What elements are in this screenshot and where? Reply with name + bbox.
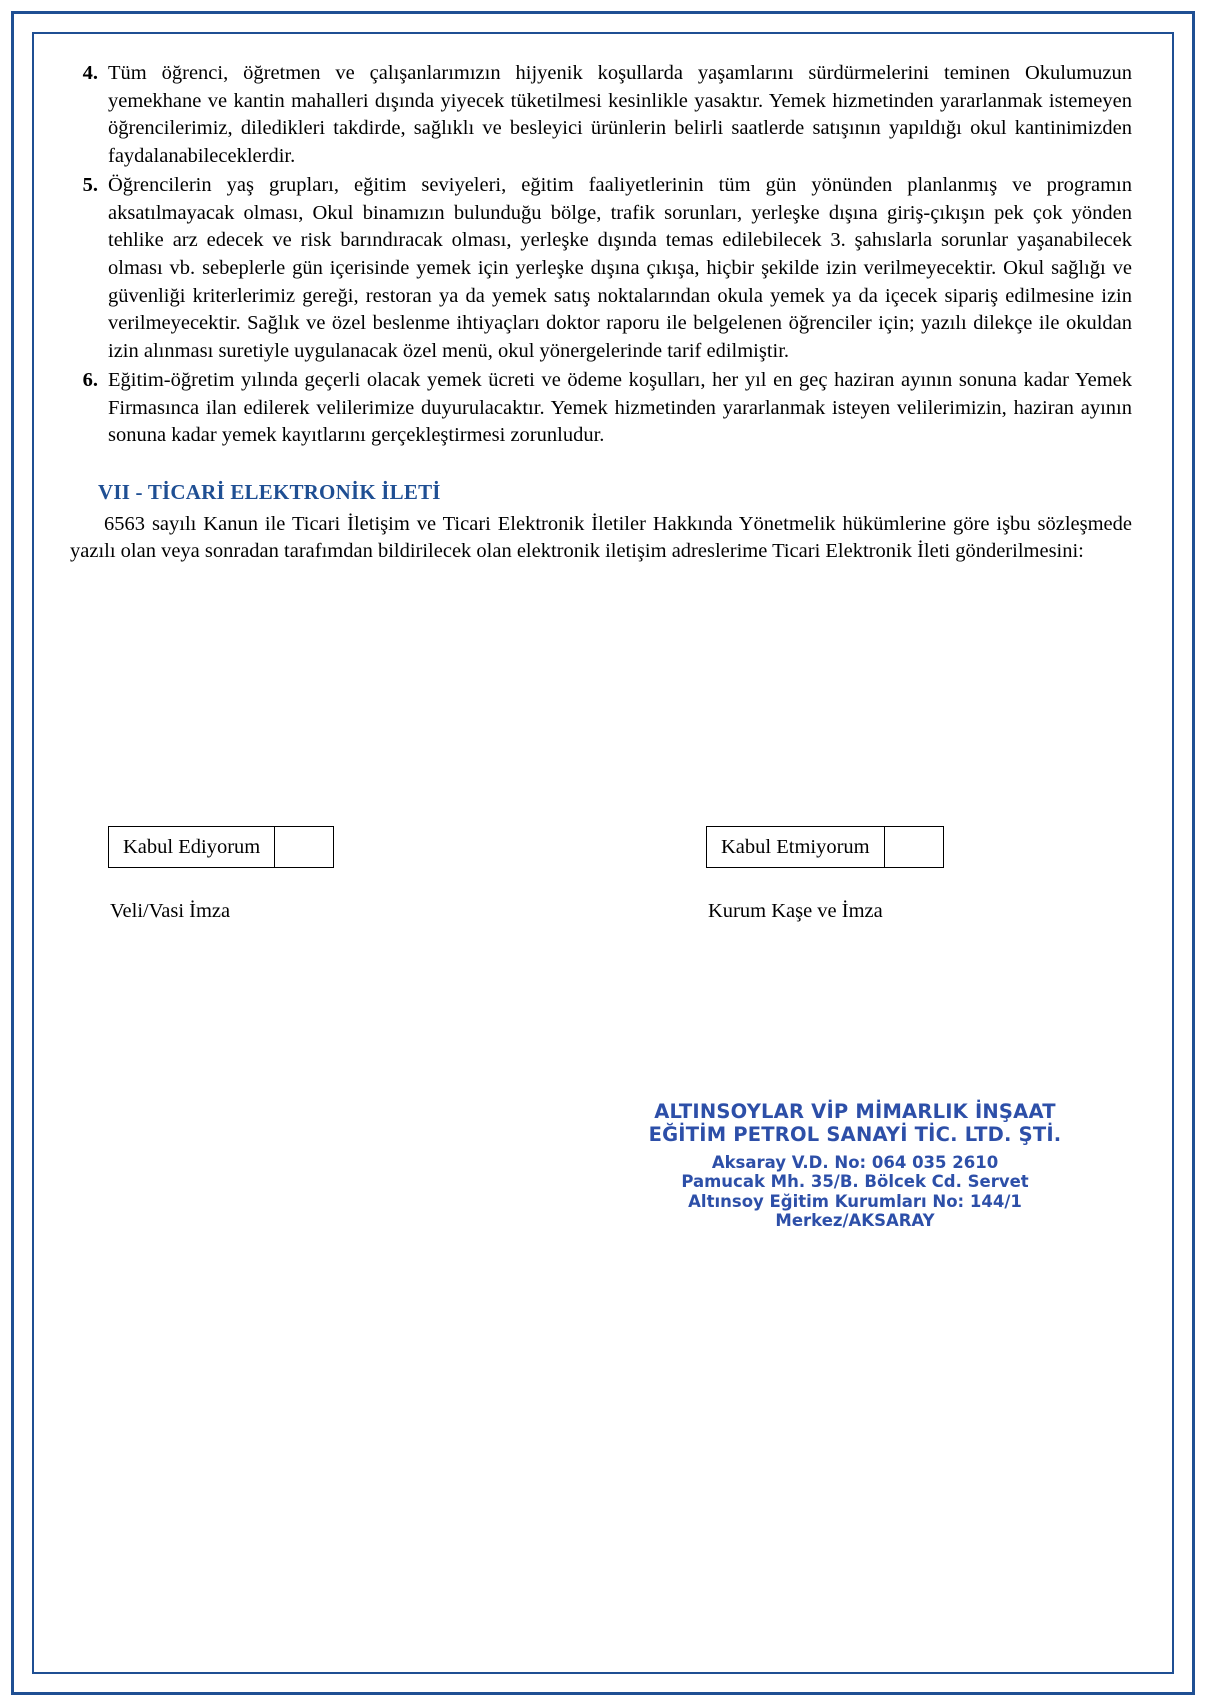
consent-decline-box[interactable] [706,826,944,868]
consent-accept-checkbox[interactable] [274,827,333,867]
clause-item [70,367,1132,450]
clause-text: Tüm öğrenci, öğretmen ve çalışanlarımızın hijyenik koşullarda yaşamlarını sürdürmelerini teminen Okulumuzun yemekhane ve kantin mahalleri dışında yiyecek tüketilmesi kesinlikle yasaktır. Yemek hizmetinden yararlanmak istemeyen öğrencilerimiz, diledikleri takdirde, sağlıklı ve besleyici ürünlerin belirli saatlerde satışının yapıldığı okul kantinimizden faydalanabileceklerdir. [108,62,1132,167]
stamp-line-6: Merkez/AKSARAY [775,1211,935,1231]
clause-item [70,172,1132,365]
clause-number: 5. [82,174,98,197]
clause-number: 4. [82,62,98,84]
clause-text: Eğitim-öğretim yılında geçerli olacak yemek ücreti ve ödeme koşulları, her yıl en geç haziran ayının sonuna kadar Yemek Firmasınca ilan edilerek velilerimize duyurulacaktır. Yemek hizmetinden yararlanmak isteyen velilerimizin, haziran ayının sonuna kadar yemek kayıtlarını gerçekleştirmesi zorunludur. [108,369,1132,447]
signature-row [70,900,1132,940]
blank-area [70,566,1132,816]
stamp-line-4: Pamucak Mh. 35/B. Bölcek Cd. Servet [681,1172,1029,1192]
consent-accept-box[interactable] [108,826,334,868]
clause-list [70,60,1132,450]
stamp-line-2: EĞİTİM PETROL SANAYİ TİC. LTD. ŞTİ. [648,1123,1062,1146]
consent-accept-label: Kabul Ediyorum [123,835,261,858]
stamp-line-5: Altınsoy Eğitim Kurumları No: 144/1 [688,1191,1022,1211]
consent-row [70,826,1132,886]
stamp-line-1: ALTINSOYLAR VİP MİMARLIK İNŞAAT [654,1100,1056,1123]
signature-label-institution: Kurum Kaşe ve İmza [708,900,883,922]
stamp-line-3: Aksaray V.D. No: 064 035 2610 [711,1153,999,1172]
clause-item [70,60,1132,170]
clause-number: 6. [82,369,98,392]
consent-decline-label: Kabul Etmiyorum [721,835,870,858]
section-heading: VII - TİCARİ ELEKTRONİK İLETİ [98,479,441,504]
company-stamp [640,1100,1070,1231]
section-paragraph: 6563 sayılı Kanun ile Ticari İletişim ve Ticari Elektronik İletiler Hakkında Yönetmelik hükümlerine göre işbu sözleşmede yazılı olan veya sonradan tarafımdan bildirilecek olan elektronik iletişim adreslerime Ticari Elektronik İleti gönderilmesini: [70,512,1132,563]
consent-decline-checkbox[interactable] [884,827,943,867]
clause-text: Öğrencilerin yaş grupları, eğitim seviyeleri, eğitim faaliyetlerinin tüm gün yönünden planlanmış ve programın aksatılmayacak olması, Okul binamızın bulunduğu bölge, trafik sorunları, yerleşke dışına giriş-çıkışın pek çok yönden tehlike arz edecek ve risk barındıracak olması, yerleşke dışında temas edilebilecek 3. şahıslarla sorunlar yaşanabilecek olması vb. sebeplerle gün içerisinde yemek için yerleşke dışına çıkışa, hiçbir şekilde izin verilmeyecektir. Okul sağlığı ve güvenliği kriterlerimiz gereği, restoran ya da yemek satış noktalarından okula yemek ya da içecek sipariş edilmesine izin verilmeyecektir. Sağlık ve özel beslenme ihtiyaçları doktor raporu ile belgelenen öğrenciler için; yazılı dilekçe ile okuldan izin alınması suretiyle uygulanacak özel menü, okul yönergelerinde tarif edilmiştir. [108,174,1132,362]
page-content [40,44,1166,1664]
signature-label-parent: Veli/Vasi İmza [110,900,231,922]
